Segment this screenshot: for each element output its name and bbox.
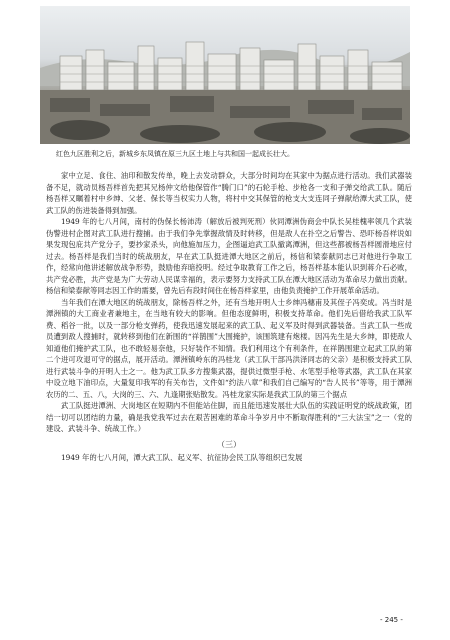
paragraph: 当年我们在潭大地区的统战朋友，除杨吾样之外，还有当地开明人士乡绅冯穗甫及其侄子冯奕成。冯当时是潭洲镇的大工商业者兼地主，在当地有较大的影响。但他态度鲜明，积极支持革命。他们先后借给我武工队军费、稻谷一批，以及一部分枪支弹药，使我迅速发展起来的武工队、起义军及时得到武器装备。当武工队一些成员遭到敌人搜捕时，就转移到他们在新围的“祥鹊围”大围掩护，该围筑建有炮楼。因冯先生是大乡绅，即使敌人知道他们掩护武工队，也不敢轻易奈他，只好装作不知情。我们利用这个有利条件，在祥鹊围建立起武工队的第二个进可攻退可守的据点，展开活动。潭洲镇岭东的冯桂龙（武工队干部冯洪泽同志的父亲）是积极支持武工队进行武装斗争的开明人士之一。他为武工队多方搜集武器，提供过微型手枪、水笔型手枪等武器，武工队在其家中设立地下油印点，大量复印我军的有关布告，文件如“约法八章”和我们自己编写的“告人民书”等等，用于潭洲农历的二、五、八，大岗的三、六、九逢期张贴散发。冯桂龙家实际是我武工队的第三个据点: [46, 297, 412, 399]
photo-caption: 红色九区胜利之后，新城乡东凤镇在原三九区土地上与共和国一起成长壮大。: [56, 150, 294, 158]
paragraph: 武工队挺进潭洲、大岗地区在短期内不但能站住脚，而且能迅速发展壮大队伍的实践证明党的统战政策，团结一切可以团结的力量，确是我党我军过去在艰苦困难的革命斗争岁月中不断取得胜利的“三大法宝”之一（党的建设、武装斗争、统战工作。）: [46, 401, 412, 433]
paragraph: 1949 年的七八月间，潭大武工队、起义军、抗征协会民工队等组织已发展: [61, 453, 303, 462]
section-heading: （三）: [217, 439, 241, 449]
paragraph: 1949 年的七八月间，南村的伪保长杨沛涛（解放后被判死刑）伙同潭洲伪商会中队长吴桂槐率领几个武装伪警进村企图对武工队进行搜捕。由于我们争先掌握敌情及时转移，但是敌人在扑空之后警告、恐吓杨吾样说如果发现包庇共产党分子，要抄家杀头，向他施加压力，企图逼迫武工队撤离潭洲，但这些都被杨吾样圆滑地应付过去。杨吾样是我们当时的统战朋友，早在武工队挺进潭大地区之前后，杨信和梁泰献同志已对他进行争取工作，经常向他讲述解放战争形势，鼓励他弃暗投明。经过争取教育工作之后，杨吾样基本能认识到蒋介石必败，共产党必胜，共产党是为广大劳动人民谋幸福的，表示要努力支持武工队在潭大地区活动为革命尽力做出贡献。杨信和梁泰献等同志因工作的需要，曾先后有段时间住在杨吾样家里，由他负责掩护工作开展革命活动。: [46, 217, 412, 295]
paragraph: 家中立足、食住、油印和散发传单，晚上去发动群众，大部分时间均在其家中为据点进行活动。我们武器装备不足，就动员杨吾样首先把其兄杨仲文给他保管作“腾门口”的石轮手枪、步枪各一支和子弹交给武工队。随后杨吾样又瞩着村中乡绅、父老、保长等当权实力人物，将村中交其保管的枪支大支连同子弹献给潭大武工队，使武工队的伤进装备得到加强。: [46, 171, 412, 215]
town-photo: [40, 6, 410, 144]
page-number: - 245 -: [380, 616, 403, 624]
body-text: [46, 170, 412, 464]
town-scenery-illustration: [40, 6, 410, 144]
